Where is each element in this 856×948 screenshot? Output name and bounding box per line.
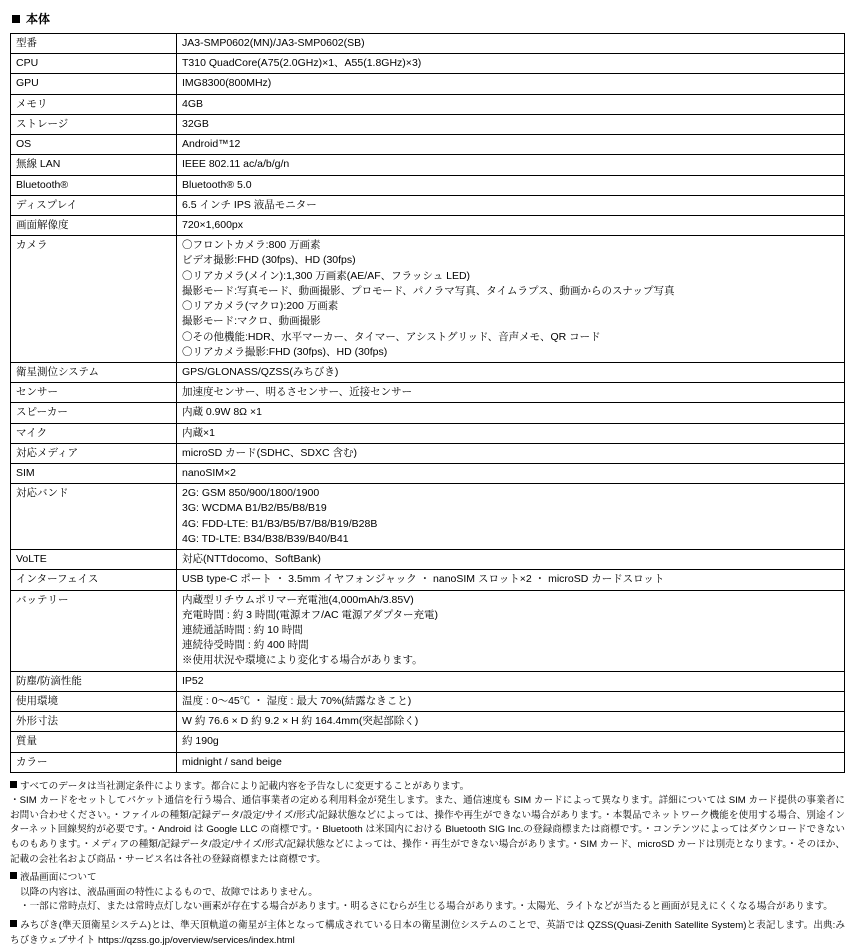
spec-value: 温度 : 0〜45℃ ・ 湿度 : 最大 70%(結露なきこと) <box>177 691 845 711</box>
spec-value: 内蔵 0.9W 8Ω ×1 <box>177 403 845 423</box>
spec-key: センサー <box>11 383 177 403</box>
spec-value-line: 連続通話時間 : 約 10 時間 <box>182 624 303 636</box>
spec-key: 外形寸法 <box>11 712 177 732</box>
spec-value <box>177 236 845 363</box>
spec-value-line: 撮影モード:写真モード、動画撮影、プロモード、パノラマ写真、タイムラプス、動画からのスナップ写真 <box>182 284 675 297</box>
spec-value-lines <box>182 486 839 547</box>
spec-key: バッテリー <box>11 590 177 671</box>
spec-value: 約 190g <box>177 732 845 752</box>
table-row <box>11 671 845 691</box>
spec-value: IP52 <box>177 671 845 691</box>
spec-key: カメラ <box>11 236 177 363</box>
footnote-2-body: 以降の内容は、液晶画面の特性によるもので、故障ではありません。 <box>20 886 318 898</box>
spec-value-line: 内蔵型リチウムポリマー充電池(4,000mAh/3.85V) <box>182 593 414 606</box>
filled-square-icon <box>10 781 17 788</box>
spec-value-line: 3G: WCDMA B1/B2/B5/B8/B19 <box>182 502 327 515</box>
spec-key: メモリ <box>11 94 177 114</box>
footnote-2-head: 液晶画面について <box>20 872 97 884</box>
table-row <box>11 54 845 74</box>
spec-key: GPU <box>11 74 177 94</box>
spec-value: 6.5 インチ IPS 液晶モニター <box>177 195 845 215</box>
section-title-label: 本体 <box>26 12 51 26</box>
table-row <box>11 135 845 155</box>
table-row <box>11 423 845 443</box>
spec-value <box>177 590 845 671</box>
spec-value-lines <box>182 593 839 669</box>
spec-value-line: 〇リアカメラ(マクロ):200 万画素 <box>182 300 339 313</box>
spec-value: T310 QuadCore(A75(2.0GHz)×1、A55(1.8GHz)×3) <box>177 54 845 74</box>
spec-value: USB type-C ポート ・ 3.5mm イヤフォンジャック ・ nanoSIM スロット×2 ・ microSD カードスロット <box>177 570 845 590</box>
spec-value-line: 〇リアカメラ(メイン):1,300 万画素(AE/AF、フラッシュ LED) <box>182 269 471 282</box>
footnote-3-body: みちびき(準天頂衛星システム)とは、準天頂軌道の衛星が主体となって構成されている日本の衛星測位システムのことで、英語では QZSS(Quasi-Zenith Satellite System)と表記します。出典:みちびきウェブサイト https://qzss.go.jp/overview/services/index.html <box>10 919 845 946</box>
footnote-1-body: ・SIM カードをセットしてパケット通信を行う場合、通信事業者の定める利用料金が発生します。また、通信速度も SIM カードによって異なります。詳細については SIM カード提供の事業者にお問い合わせください。・ファイルの種類/記録データ/設定/サイズ/形式/記録状態などによっては、操作や再生ができない場合があります。・本製品でネットワーク機能を使用する場合、別途インターネット回線契約が必要です。・Android は Google LLC の商標です。・Bluetooth は米国内における Bluetooth SIG Inc.の登録商標または商標です。・コンテンツによってはダウンロードできないものもあります。・メディアの種類/記録データ/設定/サイズ/形式/記録状態などによっては、操作・再生ができない場合があります。・SIM カード、microSD カードは別売となります。・そのほか、記載の会社名および商品・サービス名は各社の登録商標または商標です。 <box>10 795 845 865</box>
spec-value: JA3-SMP0602(MN)/JA3-SMP0602(SB) <box>177 34 845 54</box>
filled-square-icon <box>10 872 17 879</box>
spec-value-line: 〇その他機能:HDR、水平マーカー、タイマー、アシストグリッド、音声メモ、QR コード <box>182 330 601 343</box>
filled-square-icon <box>10 920 17 927</box>
spec-key: 型番 <box>11 34 177 54</box>
footnote-2-list: ・一部に常時点灯、または常時点灯しない画素が存在する場合があります。・明るさにむらが生じる場合があります。・太陽光、ライトなどが当たると画面が見えにくくなる場合があります。 <box>20 901 833 913</box>
spec-value: 加速度センサー、明るさセンサー、近接センサー <box>177 383 845 403</box>
table-row <box>11 550 845 570</box>
table-row <box>11 74 845 94</box>
spec-value: W 約 76.6 × D 約 9.2 × H 約 164.4mm(突起部除く) <box>177 712 845 732</box>
table-row <box>11 215 845 235</box>
spec-value-line: 撮影モード:マクロ、動画撮影 <box>182 315 321 328</box>
filled-square-icon <box>12 15 20 23</box>
spec-value: midnight / sand beige <box>177 752 845 772</box>
table-row <box>11 362 845 382</box>
table-row <box>11 236 845 363</box>
table-row <box>11 464 845 484</box>
table-row <box>11 752 845 772</box>
table-row <box>11 155 845 175</box>
spec-value-line: ※使用状況や環境により変化する場合があります。 <box>182 654 423 667</box>
section-title <box>12 10 846 27</box>
spec-key: ストレージ <box>11 114 177 134</box>
spec-key: SIM <box>11 464 177 484</box>
spec-key: カラー <box>11 752 177 772</box>
spec-value-line: 2G: GSM 850/900/1800/1900 <box>182 487 320 500</box>
spec-table-body <box>11 34 845 773</box>
spec-value-lines <box>182 238 839 360</box>
table-row <box>11 195 845 215</box>
table-row <box>11 443 845 463</box>
spec-value-line: 4G: TD-LTE: B34/B38/B39/B40/B41 <box>182 532 349 545</box>
spec-key: 対応メディア <box>11 443 177 463</box>
table-row <box>11 732 845 752</box>
spec-value-line: 連続待受時間 : 約 400 時間 <box>182 639 309 652</box>
table-row <box>11 114 845 134</box>
spec-key: 衛星測位システム <box>11 362 177 382</box>
table-row <box>11 590 845 671</box>
table-row <box>11 403 845 423</box>
spec-key: 防塵/防滴性能 <box>11 671 177 691</box>
table-row <box>11 175 845 195</box>
spec-table <box>10 33 845 773</box>
spec-key: 使用環境 <box>11 691 177 711</box>
spec-value-line: 〇リアカメラ撮影:FHD (30fps)、HD (30fps) <box>182 345 388 358</box>
table-row <box>11 383 845 403</box>
spec-value: GPS/GLONASS/QZSS(みちびき) <box>177 362 845 382</box>
spec-value-line: 4G: FDD-LTE: B1/B3/B5/B7/B8/B19/B28B <box>182 517 378 530</box>
footnote-block-3 <box>10 919 845 948</box>
table-row <box>11 691 845 711</box>
spec-value: IMG8300(800MHz) <box>177 74 845 94</box>
table-row <box>11 34 845 54</box>
footnote-block-1 <box>10 780 845 795</box>
spec-key: OS <box>11 135 177 155</box>
spec-value-line: 充電時間 : 約 3 時間(電源オフ/AC 電源アダプター充電) <box>182 608 439 621</box>
spec-value: 内蔵×1 <box>177 423 845 443</box>
spec-key: 質量 <box>11 732 177 752</box>
spec-value: 4GB <box>177 94 845 114</box>
spec-value-line: ビデオ撮影:FHD (30fps)、HD (30fps) <box>182 254 356 267</box>
spec-key: CPU <box>11 54 177 74</box>
spec-value: microSD カード(SDHC、SDXC 含む) <box>177 443 845 463</box>
spec-value: 720×1,600px <box>177 215 845 235</box>
spec-value <box>177 484 845 550</box>
spec-value: Android™12 <box>177 135 845 155</box>
spec-value: 32GB <box>177 114 845 134</box>
spec-key: 対応バンド <box>11 484 177 550</box>
footnote-block-2 <box>10 871 845 886</box>
spec-key: Bluetooth® <box>11 175 177 195</box>
spec-key: マイク <box>11 423 177 443</box>
spec-key: ディスプレイ <box>11 195 177 215</box>
spec-value: 対応(NTTdocomo、SoftBank) <box>177 550 845 570</box>
spec-key: インターフェイス <box>11 570 177 590</box>
spec-value: Bluetooth® 5.0 <box>177 175 845 195</box>
spec-key: スピーカー <box>11 403 177 423</box>
table-row <box>11 484 845 550</box>
table-row <box>11 94 845 114</box>
spec-value: nanoSIM×2 <box>177 464 845 484</box>
spec-value-line: 〇フロントカメラ:800 万画素 <box>182 239 321 252</box>
footnote-1-head: すべてのデータは当社測定条件によります。都合により記載内容を予告なしに変更することがあります。 <box>20 780 470 792</box>
footnotes <box>10 780 845 948</box>
table-row <box>11 570 845 590</box>
spec-key: VoLTE <box>11 550 177 570</box>
table-row <box>11 712 845 732</box>
spec-key: 画面解像度 <box>11 215 177 235</box>
spec-key: 無線 LAN <box>11 155 177 175</box>
spec-value: IEEE 802.11 ac/a/b/g/n <box>177 155 845 175</box>
